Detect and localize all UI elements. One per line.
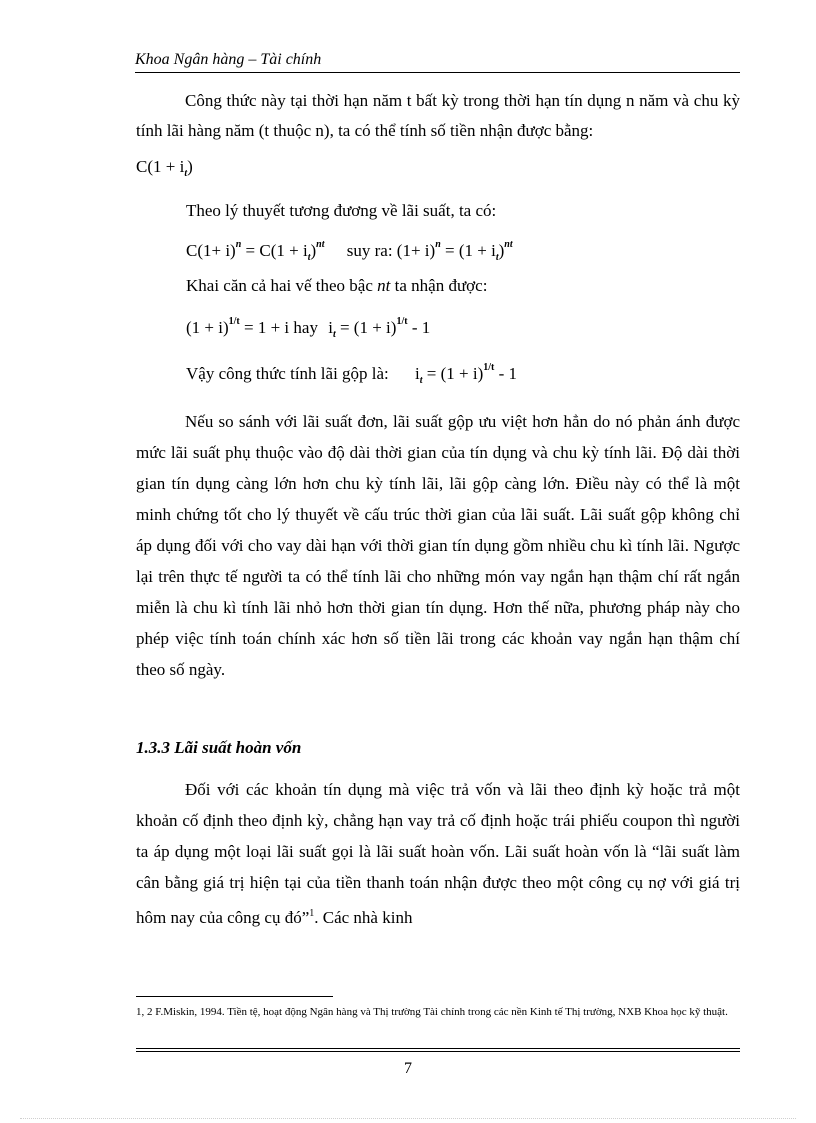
page-header bbox=[135, 50, 740, 73]
paragraph-formula-intro: Công thức này tại thời hạn năm t bất kỳ trong thời hạn tín dụng n năm và chu kỳ tính lãi hàng năm (t thuộc n), ta có thể tính số tiền nhận được bằng: bbox=[136, 91, 740, 140]
equation-3: $(1 + i)^{1/t} = 1 + i$ hay $i_t = (1 + i)^{1/t} - 1$ bbox=[186, 316, 431, 340]
paragraph-equivalence: Theo lý thuyết tương đương về lãi suất, ta có: bbox=[186, 201, 497, 220]
footer-rule bbox=[136, 1048, 740, 1049]
page-number: 7 bbox=[404, 1060, 412, 1077]
paragraph-comparison: Nếu so sánh với lãi suất đơn, lãi suất gộp ưu việt hơn hẳn do nó phản ánh được mức lãi suất phụ thuộc vào độ dài thời gian của tín dụng và chu kỳ tính lãi. Độ dài thời gian tín dụng càng lớn hơn chu kỳ tính lãi, lãi gộp càng lớn. Điều này có thể là một minh chứng tốt cho lý thuyết về cấu trúc thời gian của lãi suất. Lãi suất gộp không chỉ áp dụng đối với cho vay dài hạn với thời gian tín dụng gồm nhiều chu kì tính lãi. Ngược lại trên thực tế người ta có thể tính lãi cho những món vay ngắn hạn thậm chí rất ngắn miễn là chu kì tính lãi nhỏ hơn thời gian tín dụng. Hơn thế nữa, phương pháp này cho phép việc tính toán chính xác hơn số tiền lãi trong các khoản vay ngắn hạn thậm chí theo số ngày. bbox=[136, 412, 740, 679]
footnote-divider bbox=[136, 996, 333, 997]
paragraph-root-extraction: Khai căn cả hai vế theo bậc nt ta nhận được: bbox=[186, 276, 488, 295]
header-title: Khoa Ngân hàng – Tài chính bbox=[135, 51, 322, 68]
equation-2: $C(1+ i)^n = C(1 + i_t)^{nt}$ suy ra: $(1+ i)^n = (1 + i_t)^{nt}$ bbox=[186, 239, 513, 263]
equation-1: $C(1 + i_t)$ bbox=[136, 157, 193, 179]
equation-compound-rate: Vậy công thức tính lãi gộp là: $i_t = (1 + i)^{1/t} - 1$ bbox=[186, 362, 518, 386]
page-edge-dotted-line bbox=[20, 1118, 796, 1119]
footer-rule-secondary bbox=[136, 1051, 740, 1052]
section-heading: 1.3.3 Lãi suất hoàn vốn bbox=[136, 738, 302, 757]
paragraph-yield-to-maturity: Đối với các khoản tín dụng mà việc trả vốn và lãi theo định kỳ hoặc trả một khoản cố định theo định kỳ, chẳng hạn vay trả cố định hoặc trái phiếu coupon thì người ta áp dụng một loại lãi suất gọi là lãi suất hoàn vốn. Lãi suất hoàn vốn là “lãi suất làm cân bằng giá trị hiện tại của tiền thanh toán nhận được theo một công cụ nợ với giá trị hôm nay của công cụ đó”$^1$. Các nhà kinh bbox=[136, 780, 740, 927]
footnote: 1, 2 F.Miskin, 1994. Tiền tệ, hoạt động Ngân hàng và Thị trường Tài chính trong các nền Kinh tế Thị trường, NXB Khoa học kỹ thuật. bbox=[136, 1006, 728, 1018]
